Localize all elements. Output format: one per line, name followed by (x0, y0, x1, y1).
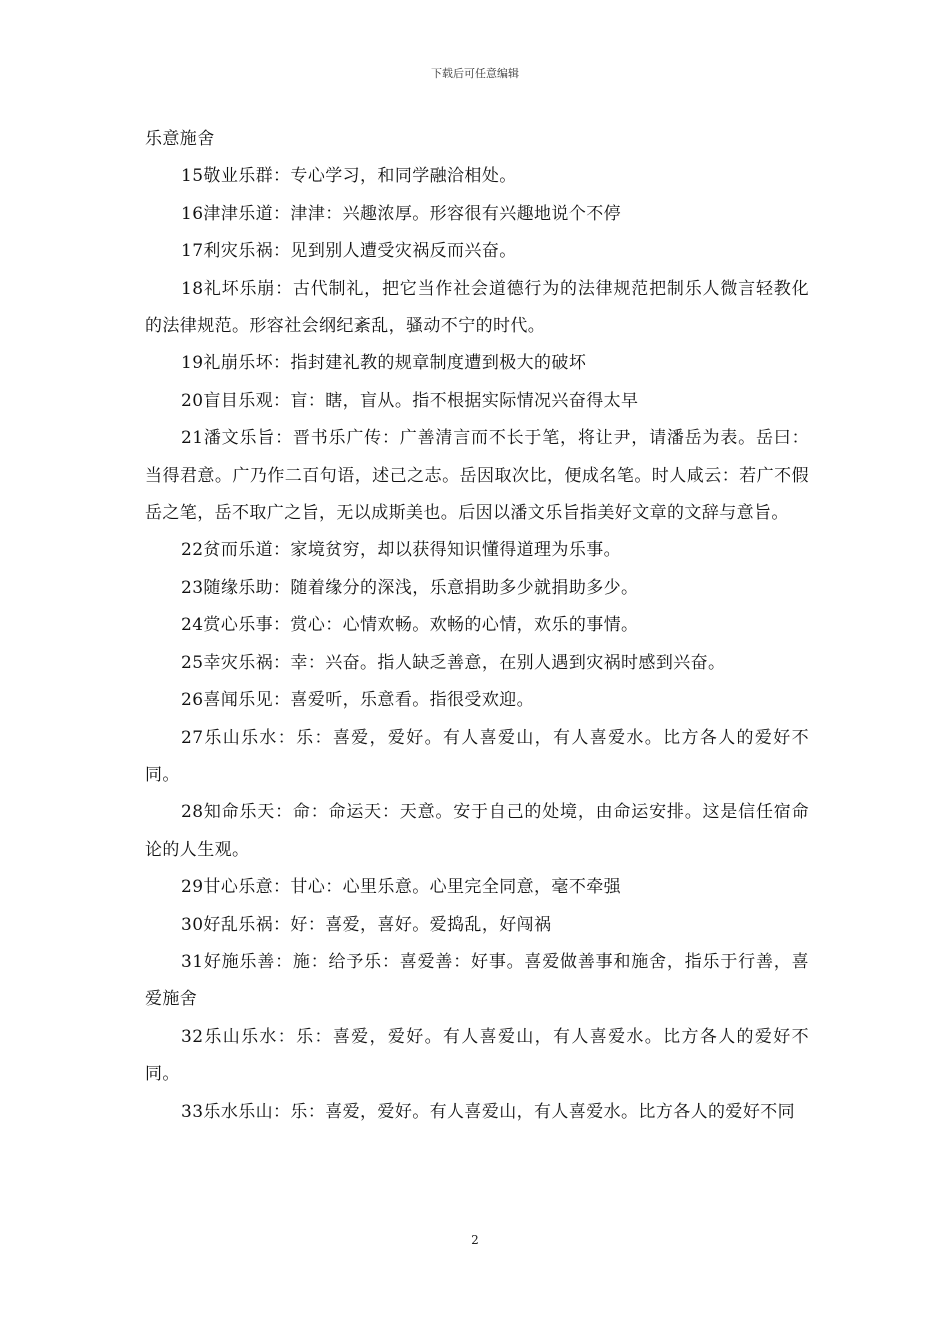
idiom-entry-27: 27乐山乐水：乐：喜爱，爱好。有人喜爱山，有人喜爱水。比方各人的爱好不同。 (145, 727, 809, 785)
idiom-entry-32: 32乐山乐水：乐：喜爱，爱好。有人喜爱山，有人喜爱水。比方各人的爱好不同。 (145, 1026, 809, 1085)
idiom-entry-29: 29甘心乐意：甘心：心里乐意。心里完全同意，毫不牵强 (181, 877, 622, 898)
idiom-entry-22: 22贫而乐道：家境贫穷，却以获得知识懂得道理为乐事。 (181, 540, 622, 561)
page-header: 下载后可任意编辑 (431, 67, 519, 80)
idiom-entry-21: 21潘文乐旨：晋书乐广传：广善清言而不长于笔，将让尹，请潘岳为表。岳曰：当得君意。广乃作二百句语，述己之志。岳因取次比，便成名笔。时人咸云：若广不假岳之笔，岳不取广之旨，无以成斯美也。后因以潘文乐旨指美好文章的文辞与意旨。 (145, 428, 809, 524)
idiom-entry-33: 33乐水乐山：乐：喜爱，爱好。有人喜爱山，有人喜爱水。比方各人的爱好不同 (181, 1101, 796, 1122)
document-body (145, 121, 809, 1131)
idiom-entry-20: 20盲目乐观：盲：瞎，盲从。指不根据实际情况兴奋得太早 (181, 390, 639, 411)
idiom-entry-30: 30好乱乐祸：好：喜爱，喜好。爱捣乱，好闯祸 (181, 914, 552, 935)
idiom-entry-16: 16津津乐道：津津：兴趣浓厚。形容很有兴趣地说个不停 (181, 203, 622, 224)
page-number: 2 (471, 1233, 479, 1247)
idiom-entry-28: 28知命乐天：命：命运天：天意。安于自己的处境，由命运安排。这是信任宿命论的人生观。 (145, 802, 809, 860)
idiom-entry-23: 23随缘乐助：随着缘分的深浅，乐意捐助多少就捐助多少。 (181, 577, 639, 598)
paragraph-continuation: 乐意施舍 (145, 129, 215, 149)
idiom-entry-15: 15敬业乐群：专心学习，和同学融洽相处。 (181, 166, 517, 187)
idiom-entry-26: 26喜闻乐见：喜爱听，乐意看。指很受欢迎。 (181, 690, 535, 711)
idiom-entry-24: 24赏心乐事：赏心：心情欢畅。欢畅的心情，欢乐的事情。 (181, 615, 639, 636)
idiom-entry-31: 31好施乐善：施：给予乐：喜爱善：好事。喜爱做善事和施舍，指乐于行善，喜爱施舍 (145, 951, 809, 1010)
idiom-entry-17: 17利灾乐祸：见到别人遭受灾祸反而兴奋。 (181, 241, 517, 262)
idiom-entry-25: 25幸灾乐祸：幸：兴奋。指人缺乏善意，在别人遇到灾祸时感到兴奋。 (181, 652, 726, 673)
idiom-entry-18: 18礼坏乐崩：古代制礼，把它当作社会道德行为的法律规范把制乐人微言轻教化的法律规范。形容社会纲纪紊乱，骚动不宁的时代。 (145, 278, 809, 337)
idiom-entry-19: 19礼崩乐坏：指封建礼教的规章制度遭到极大的破坏 (181, 353, 587, 374)
